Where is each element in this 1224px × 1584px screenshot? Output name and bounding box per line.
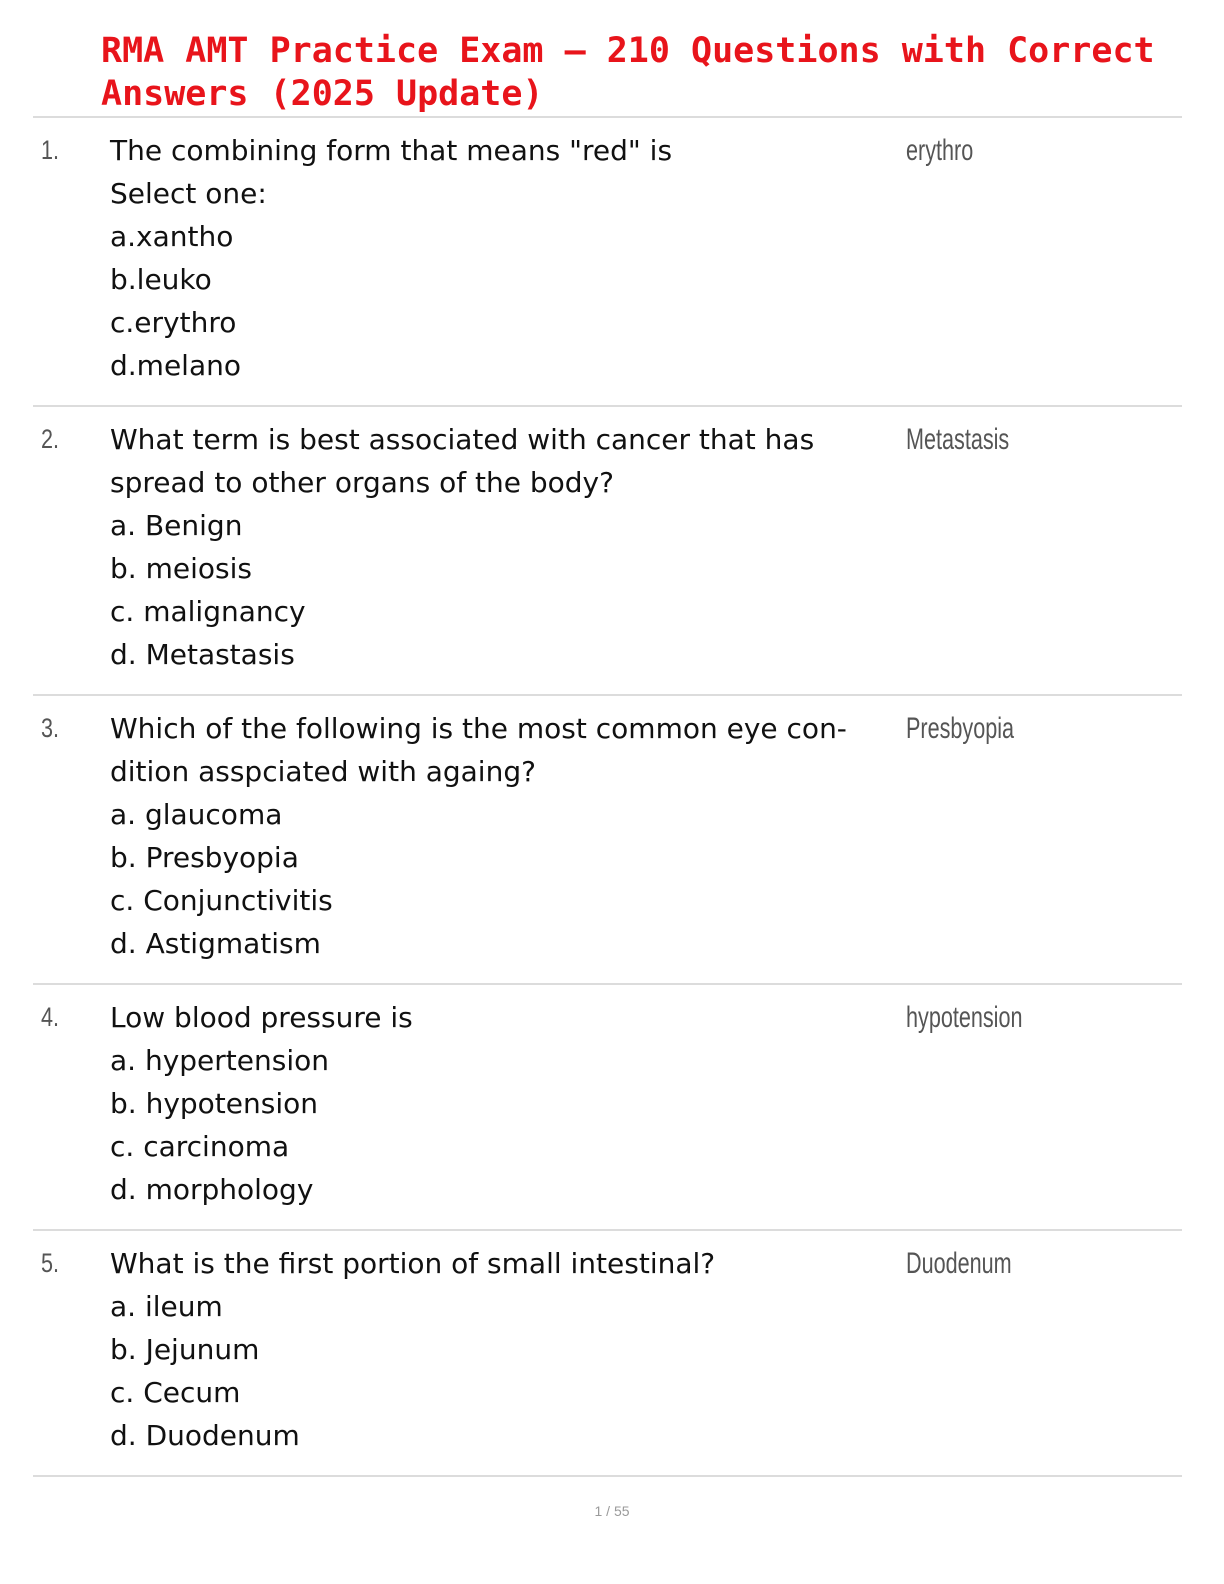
page-number: 1 / 55 xyxy=(594,1503,630,1519)
page-title-line-1: RMA AMT Practice Exam – 210 Questions with Correct xyxy=(101,31,1155,71)
option-c: c. malignancy xyxy=(110,595,306,628)
question-body xyxy=(110,129,890,387)
option-a: a.xantho xyxy=(110,220,234,253)
question-text-line: spread to other organs of the body? xyxy=(110,466,614,499)
question-text-line: Select one: xyxy=(110,177,267,210)
question-text-line: Low blood pressure is xyxy=(110,1001,413,1034)
option-b: b. Presbyopia xyxy=(110,841,299,874)
question-body xyxy=(110,707,890,965)
divider xyxy=(33,405,1182,407)
divider xyxy=(33,116,1182,118)
option-c: c. carcinoma xyxy=(110,1130,290,1163)
question-text-line: What is the first portion of small intestinal? xyxy=(110,1247,716,1280)
option-d: d. Astigmatism xyxy=(110,927,321,960)
question-text-line: The combining form that means "red" is xyxy=(110,134,673,167)
option-c: c.erythro xyxy=(110,306,237,339)
question-text-line: What term is best associated with cancer that has xyxy=(110,423,815,456)
option-a: a. glaucoma xyxy=(110,798,283,831)
page-title xyxy=(101,30,1181,116)
option-b: b. hypotension xyxy=(110,1087,318,1120)
option-c: c. Cecum xyxy=(110,1376,241,1409)
option-b: b. Jejunum xyxy=(110,1333,260,1366)
option-a: a. Benign xyxy=(110,509,243,542)
correct-answer: Presbyopia xyxy=(906,712,1015,745)
correct-answer: Metastasis xyxy=(906,423,1010,456)
correct-answer: Duodenum xyxy=(906,1247,1012,1280)
divider xyxy=(33,1475,1182,1477)
option-b: b.leuko xyxy=(110,263,212,296)
option-c: c. Conjunctivitis xyxy=(110,884,333,917)
option-d: d. Duodenum xyxy=(110,1419,300,1452)
question-number: 5. xyxy=(41,1248,60,1278)
page-title-line-2: Answers (2025 Update) xyxy=(101,74,544,114)
question-number: 2. xyxy=(41,424,60,454)
question-text-line: Which of the following is the most common eye con- xyxy=(110,712,847,745)
option-d: d. Metastasis xyxy=(110,638,295,671)
option-b: b. meiosis xyxy=(110,552,252,585)
divider xyxy=(33,1229,1182,1231)
question-body xyxy=(110,418,890,676)
question-text-line: dition asspciated with againg? xyxy=(110,755,536,788)
question-body xyxy=(110,1242,890,1457)
option-d: d. morphology xyxy=(110,1173,314,1206)
option-a: a. hypertension xyxy=(110,1044,329,1077)
option-d: d.melano xyxy=(110,349,241,382)
correct-answer: erythro xyxy=(906,134,974,167)
question-number: 4. xyxy=(41,1002,60,1032)
question-number: 3. xyxy=(41,713,60,743)
question-body xyxy=(110,996,890,1211)
divider xyxy=(33,694,1182,696)
option-a: a. ileum xyxy=(110,1290,223,1323)
divider xyxy=(33,983,1182,985)
question-number: 1. xyxy=(41,135,60,165)
correct-answer: hypotension xyxy=(906,1001,1023,1034)
